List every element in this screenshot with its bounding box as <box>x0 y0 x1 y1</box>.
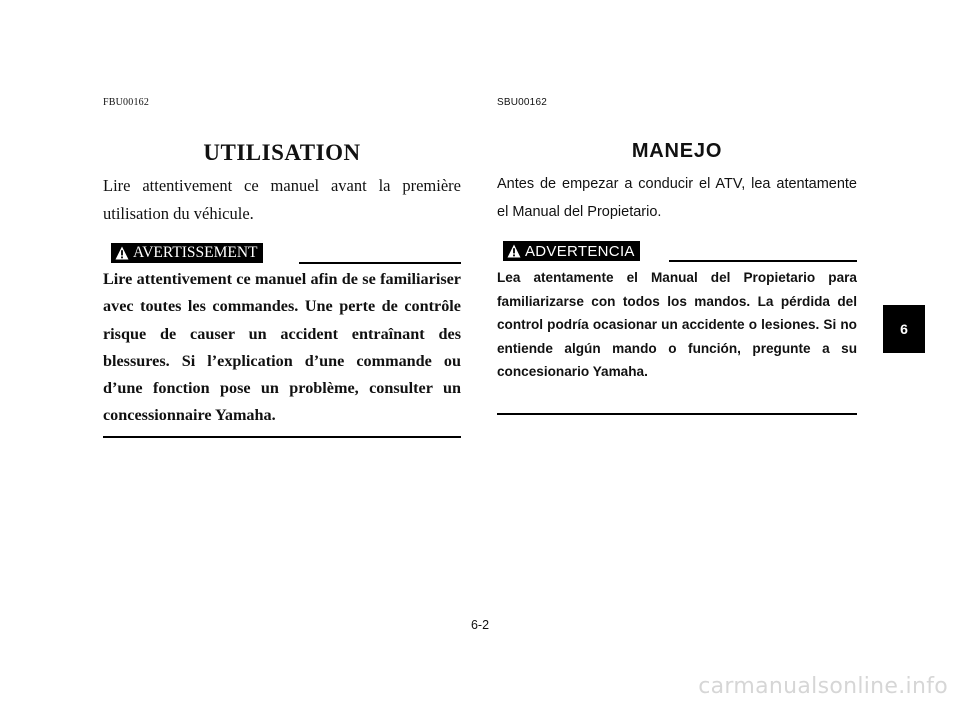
french-warning-header <box>103 243 461 265</box>
spanish-warning-header-rule <box>669 260 857 262</box>
spanish-warning-bottom-rule <box>497 413 857 415</box>
spanish-warning-header <box>497 241 857 263</box>
french-intro: Lire attentivement ce manuel avant la première utilisation du véhicule. <box>103 176 461 223</box>
warning-triangle-icon <box>507 244 521 258</box>
french-warning-header-rule <box>299 262 461 264</box>
french-warning-label: AVERTISSEMENT <box>133 244 258 261</box>
chapter-tab: 6 <box>883 305 925 353</box>
spanish-intro: Antes de empezar a conducir el ATV, lea atentamente el Manual del Propietario. <box>497 176 857 220</box>
spanish-section-code: SBU00162 <box>497 97 547 108</box>
warning-triangle-icon <box>115 246 129 260</box>
french-section-code: FBU00162 <box>103 97 150 108</box>
french-title: UTILISATION <box>203 140 361 165</box>
spanish-warning-badge <box>503 241 640 261</box>
watermark: carmanualsonline.info <box>698 674 948 699</box>
spanish-warning-text: Lea atentamente el Manual del Propietario para familiarizarse con todos los mandos. La pérdida del control podría ocasionar un accidente o lesiones. Si no entiende algún mando o función, pregunte a su concesionario Yamaha. <box>497 270 857 380</box>
french-warning-text: Lire attentivement ce manuel afin de se familiariser avec toutes les commandes. Une perte de contrôle risque de causer un accident entraînant des blessures. Si l’explication d’une commande ou d’une fonction pose un problème, consulter un concessionnaire Yamaha. <box>103 270 461 425</box>
french-warning-bottom-rule <box>103 436 461 438</box>
spanish-warning-label: ADVERTENCIA <box>525 242 635 260</box>
page-number: 6-2 <box>470 618 490 632</box>
spanish-title: MANEJO <box>631 140 723 162</box>
french-warning-badge <box>111 243 263 263</box>
